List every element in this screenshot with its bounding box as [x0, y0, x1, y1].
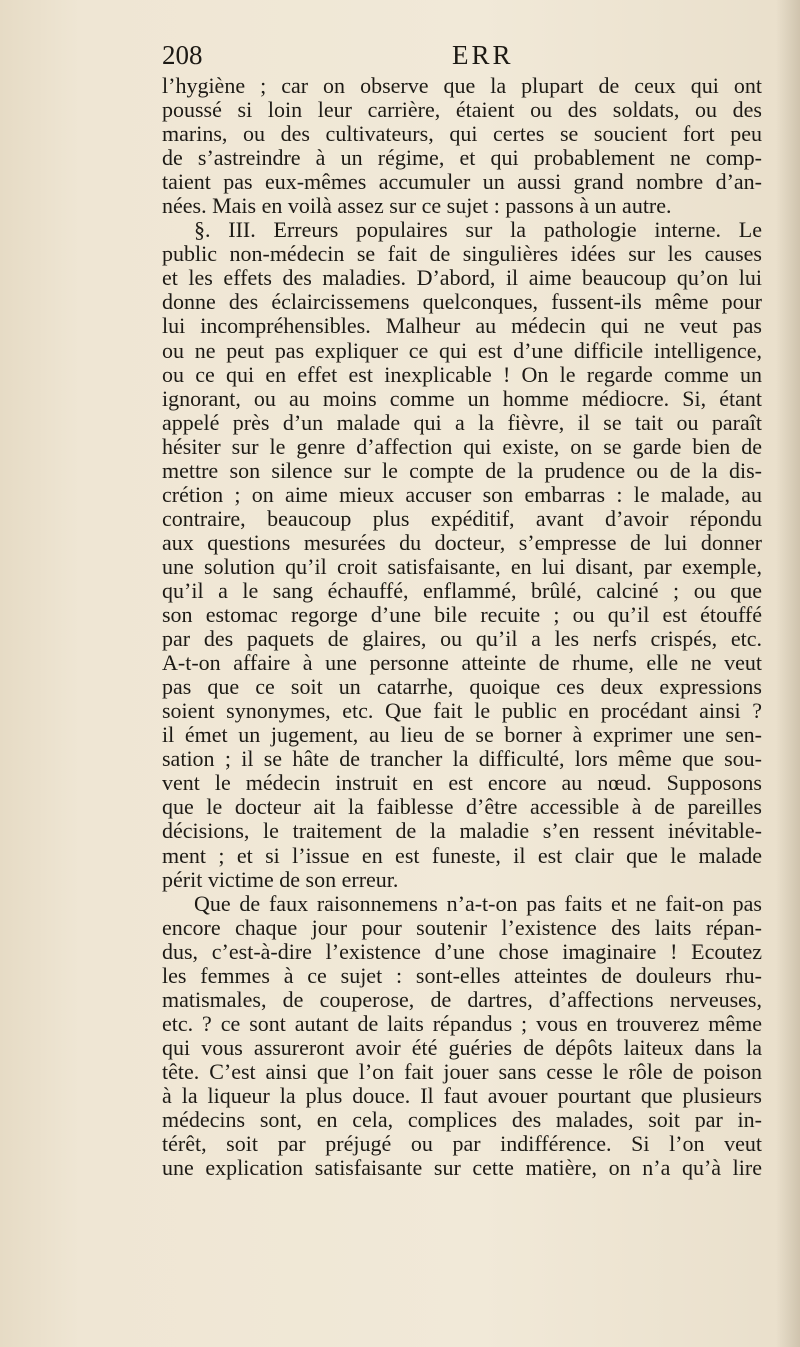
running-head: ERR — [452, 40, 514, 70]
text-line: encore chaque jour pour soutenir l’existence des laits répan- — [162, 915, 762, 940]
page-gutter-shadow — [776, 0, 800, 1347]
paragraph-start-line: Que de faux raisonnemens n’a-t-on pas faits et ne fait-on pas — [194, 891, 762, 916]
text-line: public non-médecin se fait de singulières idées sur les causes — [162, 242, 762, 267]
text-line: marins, ou des cultivateurs, qui certes se soucient fort peu — [162, 122, 762, 147]
page-number: 208 — [162, 40, 203, 70]
text-line: sation ; il se hâte de trancher la difficulté, lors même que sou- — [162, 747, 762, 772]
text-line: ment ; et si l’issue en est funeste, il est clair que le malade — [162, 843, 762, 868]
text-line: à la liqueur la plus douce. Il faut avouer pourtant que plusieurs — [162, 1083, 762, 1108]
text-line: l’hygiène ; car on observe que la plupart de ceux qui ont — [162, 74, 762, 98]
text-line: dus, c’est-à-dire l’existence d’une chose imaginaire ! Ecoutez — [162, 939, 762, 964]
body-text — [162, 74, 762, 1180]
text-line: etc. ? ce sont autant de laits répandus ; vous en trouverez même — [162, 1011, 762, 1036]
text-line: soient synonymes, etc. Que fait le public en procédant ainsi ? — [162, 699, 762, 724]
section-heading-line: §. III. Erreurs populaires sur la pathologie interne. Le — [194, 218, 762, 243]
text-line: contraire, beaucoup plus expéditif, avant d’avoir répondu — [162, 506, 762, 531]
text-line: pas que ce soit un catarrhe, quoique ces deux expressions — [162, 675, 762, 700]
text-line: décisions, le traitement de la maladie s’en ressent inévitable- — [162, 819, 762, 844]
text-line: térêt, soit par préjugé ou par indifférence. Si l’on veut — [162, 1132, 762, 1157]
text-line: que le docteur ait la faiblesse d’être accessible à de pareilles — [162, 795, 762, 820]
text-line: donne des éclaircissemens quelconques, fussent-ils même pour — [162, 290, 762, 315]
text-line: médecins sont, en cela, complices des malades, soit par in- — [162, 1108, 762, 1133]
text-line: taient pas eux-mêmes accumuler un aussi grand nombre d’an- — [162, 170, 762, 195]
text-line: son estomac regorge d’une bile recuite ; ou qu’il est étouffé — [162, 603, 762, 628]
text-line: hésiter sur le genre d’affection qui existe, on se garde bien de — [162, 434, 762, 459]
text-line: de s’astreindre à un régime, et qui probablement ne comp- — [162, 146, 762, 171]
text-line: nées. Mais en voilà assez sur ce sujet : passons à un autre. — [162, 194, 672, 219]
text-line: périt victime de son erreur. — [162, 867, 399, 892]
text-line: aux questions mesurées du docteur, s’empresse de lui donner — [162, 530, 762, 555]
text-line: crétion ; on aime mieux accuser son embarras : le malade, au — [162, 482, 762, 507]
text-line: ou ce qui en effet est inexplicable ! On le regarde comme un — [162, 362, 762, 387]
text-line: par des paquets de glaires, ou qu’il a les nerfs crispés, etc. — [162, 627, 762, 652]
text-line: A-t-on affaire à une personne atteinte de rhume, elle ne veut — [162, 651, 762, 676]
text-line: lui incompréhensibles. Malheur au médecin qui ne veut pas — [162, 314, 762, 339]
page-header — [162, 40, 762, 74]
text-line: matismales, de couperose, de dartres, d’affections nerveuses, — [162, 987, 762, 1012]
text-line: et les effets des maladies. D’abord, il aime beaucoup qu’on lui — [162, 266, 762, 291]
text-line: qu’il a le sang échauffé, enflammé, brûlé, calciné ; ou que — [162, 578, 762, 603]
text-line: vent le médecin instruit en est encore au nœud. Supposons — [162, 771, 762, 796]
text-line: les femmes à ce sujet : sont-elles atteintes de douleurs rhu- — [162, 963, 762, 988]
text-line: une solution qu’il croit satisfaisante, en lui disant, par exemple, — [162, 554, 762, 579]
text-line: ou ne peut pas expliquer ce qui est d’une difficile intelligence, — [162, 338, 762, 363]
text-line: il émet un jugement, au lieu de se borner à exprimer une sen- — [162, 723, 762, 748]
text-line: ignorant, ou au moins comme un homme médiocre. Si, étant — [162, 386, 762, 411]
text-line: poussé si loin leur carrière, étaient ou des soldats, ou des — [162, 98, 762, 123]
text-line: mettre son silence sur le compte de la prudence ou de la dis- — [162, 458, 762, 483]
text-line: appelé près d’un malade qui a la fièvre, il se tait ou paraît — [162, 410, 762, 435]
text-line: qui vous assureront avoir été guéries de dépôts laiteux dans la — [162, 1035, 762, 1060]
text-line: tête. C’est ainsi que l’on fait jouer sans cesse le rôle de poison — [162, 1059, 762, 1084]
text-line: une explication satisfaisante sur cette matière, on n’a qu’à lire — [162, 1156, 762, 1181]
